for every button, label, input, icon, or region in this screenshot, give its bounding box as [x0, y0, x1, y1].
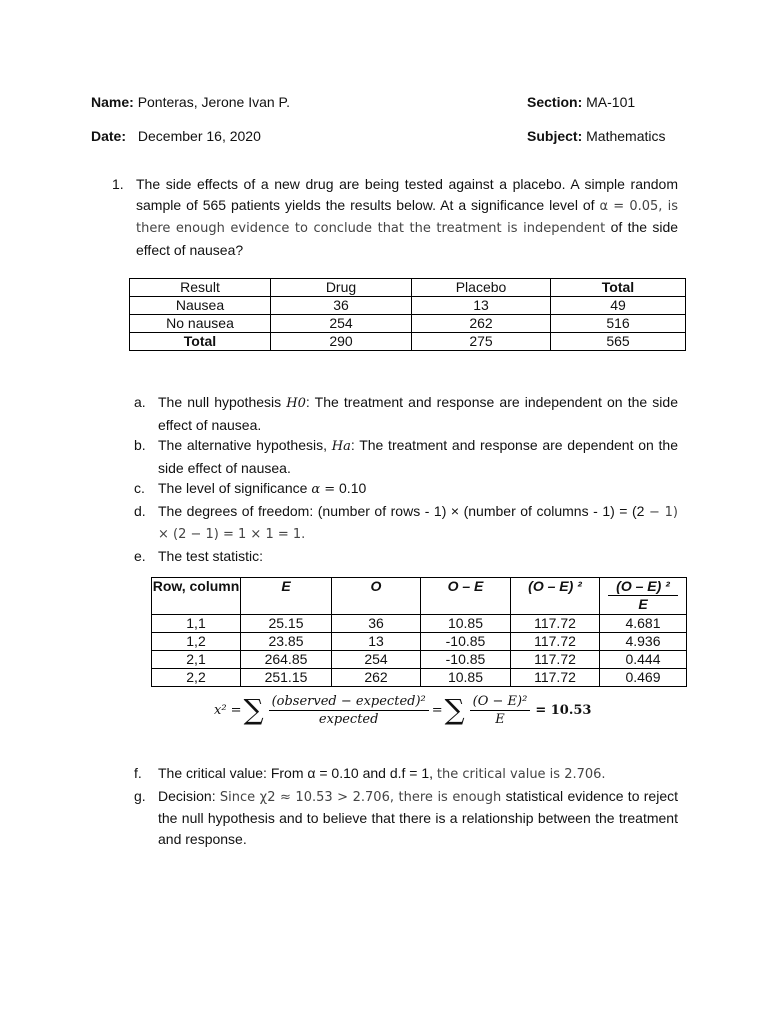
item-text: statistical evidence to reject the null hypothesis and to believe that there is a relationship between the treatment and response. — [158, 787, 679, 847]
alt-hypothesis-symbol: Ha — [331, 439, 351, 454]
table-cell: 516 — [551, 315, 686, 333]
fraction-numerator: (observed − expected)² — [269, 694, 429, 711]
item-d — [134, 501, 678, 546]
table-row — [130, 297, 686, 315]
fraction-numerator: (O − E)² — [470, 694, 531, 711]
table-cell: No nausea — [130, 315, 271, 333]
table-row — [152, 615, 687, 633]
question-text-part1: The side effects of a new drug are being tested against a placebo. A simple random sample of 565 patients yields the results below. At a significance level of — [136, 176, 678, 213]
table-row — [152, 633, 687, 651]
col-header: Result — [130, 279, 271, 297]
table-cell: 49 — [551, 297, 686, 315]
date-value: December 16, 2020 — [137, 128, 261, 144]
equals-sign: = — [431, 702, 443, 718]
table-cell: 4.681 — [600, 615, 687, 633]
table-cell: 36 — [332, 615, 421, 633]
item-text: the critical value is 2.706. — [436, 767, 606, 782]
table-cell: 117.72 — [511, 651, 600, 669]
table-cell: 251.15 — [241, 669, 332, 687]
table-cell: 264.85 — [241, 651, 332, 669]
fraction-o-e — [470, 694, 531, 727]
null-hypothesis-symbol: H0 — [286, 396, 306, 411]
name-line — [91, 94, 290, 110]
table-cell: -10.85 — [421, 633, 511, 651]
table-cell: 10.85 — [421, 615, 511, 633]
section-label: Section: — [527, 94, 583, 110]
item-b — [134, 435, 678, 478]
col-header: (O – E) ² — [511, 578, 600, 615]
question-number: 1. — [112, 176, 124, 192]
item-e — [134, 546, 678, 567]
table-cell: 25.15 — [241, 615, 332, 633]
item-letter: g. — [134, 787, 146, 804]
conclusion-items — [134, 763, 678, 849]
item-text: 0.10 — [335, 480, 367, 496]
table-cell: 1,2 — [152, 633, 241, 651]
item-a — [134, 392, 678, 435]
table-cell: 254 — [332, 651, 421, 669]
item-letter: d. — [134, 502, 146, 519]
table-cell: 290 — [271, 333, 412, 351]
item-f — [134, 763, 678, 786]
table-cell: Total — [130, 333, 271, 351]
formula-lhs: x² = — [214, 702, 242, 718]
table-cell: 1,1 — [152, 615, 241, 633]
item-text: The test statistic: — [158, 547, 264, 564]
item-text: : The treatment and response are dependent on the side effect of nausea. — [158, 437, 678, 476]
table-cell: 262 — [412, 315, 551, 333]
item-label: The critical value: — [158, 765, 271, 781]
formula-result: = 10.53 — [535, 702, 592, 718]
table-cell: 36 — [271, 297, 412, 315]
date-label: Date: — [91, 128, 127, 144]
item-c — [134, 478, 678, 501]
item-text: Since χ2 ≈ 10.53 > 2.706, there is enough — [219, 789, 502, 805]
table-cell: 254 — [271, 315, 412, 333]
section-value: MA-101 — [586, 94, 636, 110]
table-cell: 0.469 — [600, 669, 687, 687]
col-header: Total — [551, 279, 686, 297]
table-cell: 10.85 — [421, 669, 511, 687]
sigma-symbol: ∑ — [243, 693, 264, 726]
question-text-part3: of the side effect of nausea? — [136, 219, 679, 258]
col-header: Row, column — [152, 578, 241, 615]
table-header-row — [152, 578, 687, 615]
item-letter: a. — [134, 394, 146, 410]
fraction-denominator: E — [495, 711, 505, 727]
table-cell: 2,2 — [152, 669, 241, 687]
contingency-table — [129, 278, 686, 351]
table-row — [130, 333, 686, 351]
item-label: Decision: — [158, 787, 220, 804]
section-line — [527, 94, 635, 110]
table-cell: 262 — [332, 669, 421, 687]
table-cell: 0.444 — [600, 651, 687, 669]
item-letter: c. — [134, 480, 145, 496]
question-text-part2: α = 0.05, is there enough evidence to conclude that the treatment is independent — [136, 198, 679, 236]
col-header: (O – E) ² E — [600, 578, 687, 615]
item-text: The level of significance — [158, 480, 312, 496]
table-cell: 117.72 — [511, 669, 600, 687]
question-text — [136, 174, 678, 260]
table-cell: 13 — [332, 633, 421, 651]
table-cell: 565 — [551, 333, 686, 351]
table-cell: Nausea — [130, 297, 271, 315]
item-letter: e. — [134, 547, 146, 564]
table-cell: 13 — [412, 297, 551, 315]
name-label: Name: — [91, 94, 134, 110]
test-statistic-table — [151, 577, 687, 687]
table-cell: 2,1 — [152, 651, 241, 669]
alpha-symbol: α = — [311, 482, 336, 497]
col-header: O – E — [421, 578, 511, 615]
subject-value: Mathematics — [586, 128, 666, 144]
col-header: Placebo — [412, 279, 551, 297]
item-text: The degrees of freedom: (number of rows - 1) × (number of columns - 1) = (2 — [158, 502, 645, 519]
item-text: : The treatment and response are independent on the side effect of nausea. — [158, 394, 678, 433]
table-row — [152, 669, 687, 687]
subject-label: Subject: — [527, 128, 583, 144]
table-cell: 275 — [412, 333, 551, 351]
date-line — [91, 128, 261, 144]
item-g — [134, 786, 678, 850]
item-text: − 1) × (2 − 1) = 1 × 1 = 1. — [158, 504, 678, 542]
solution-items — [134, 392, 678, 566]
table-cell: 117.72 — [511, 615, 600, 633]
chi-square-formula — [214, 688, 591, 732]
table-row — [130, 315, 686, 333]
table-cell: 4.936 — [600, 633, 687, 651]
col-header: E — [241, 578, 332, 615]
col-header: O — [332, 578, 421, 615]
question-1 — [112, 174, 678, 260]
item-text: The null hypothesis — [158, 394, 287, 410]
item-text: The alternative hypothesis, — [158, 437, 332, 453]
table-cell: 23.85 — [241, 633, 332, 651]
col-header: Drug — [271, 279, 412, 297]
item-text: From α = 0.10 and d.f = 1, — [270, 765, 437, 781]
item-letter: f. — [134, 765, 142, 781]
table-header-row — [130, 279, 686, 297]
sigma-symbol: ∑ — [444, 693, 465, 726]
fraction-denominator: expected — [318, 711, 379, 727]
table-cell: -10.85 — [421, 651, 511, 669]
subject-line — [527, 128, 665, 144]
item-letter: b. — [134, 437, 146, 453]
table-row — [152, 651, 687, 669]
table-cell: 117.72 — [511, 633, 600, 651]
fraction-observed-expected — [269, 694, 429, 727]
name-value: Ponteras, Jerone Ivan P. — [137, 94, 290, 110]
